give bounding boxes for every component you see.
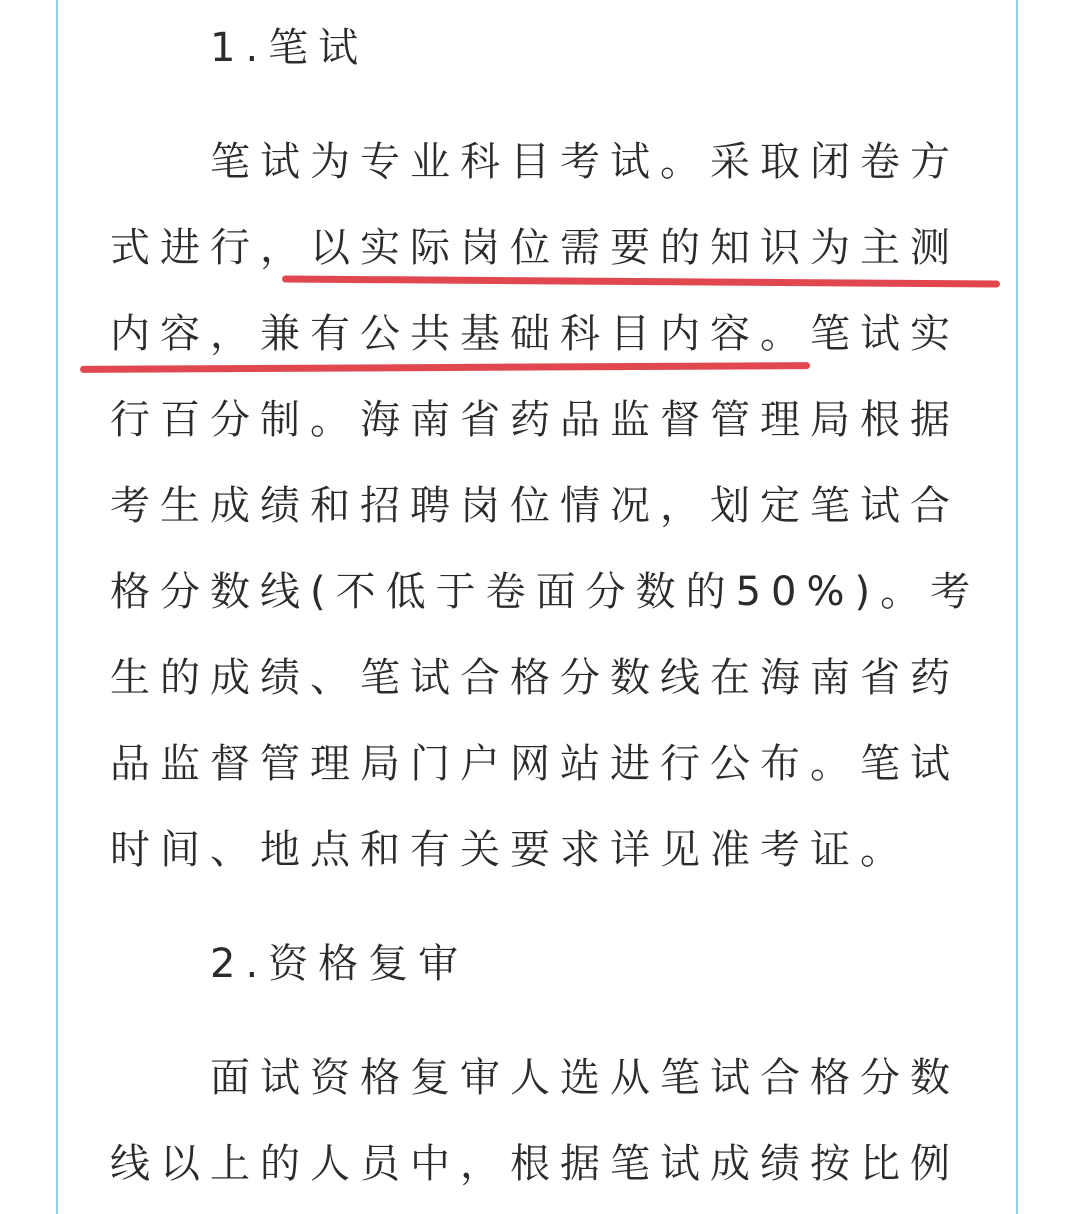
paragraph-line: 时间、地点和有关要求详见准考证。 bbox=[110, 827, 910, 873]
paragraph-line: 内容，兼有公共基础科目内容。笔试实 bbox=[110, 311, 960, 357]
paragraph-line: 笔试为专业科目考试。采取闭卷方 bbox=[210, 139, 960, 185]
right-border-line bbox=[1016, 0, 1018, 1214]
paragraph-line: 品监督管理局门户网站进行公布。笔试 bbox=[110, 741, 960, 787]
paragraph-line: 格分数线(不低于卷面分数的50%)。考 bbox=[110, 569, 981, 615]
paragraph-line: 式进行，以实际岗位需要的知识为主测 bbox=[110, 225, 960, 271]
section-heading-written-exam: 1.笔试 bbox=[210, 25, 369, 71]
paragraph-line: 行百分制。海南省药品监督管理局根据 bbox=[110, 397, 960, 443]
paragraph-line: 线以上的人员中，根据笔试成绩按比例 bbox=[110, 1141, 960, 1187]
left-border-line bbox=[56, 0, 58, 1214]
section-heading-qualification-review: 2.资格复审 bbox=[210, 941, 469, 987]
paragraph-line: 生的成绩、笔试合格分数线在海南省药 bbox=[110, 655, 960, 701]
red-underline-annotation bbox=[80, 362, 810, 373]
paragraph-line: 考生成绩和招聘岗位情况，划定笔试合 bbox=[110, 483, 960, 529]
paragraph-line: 面试资格复审人选从笔试合格分数 bbox=[210, 1055, 960, 1101]
red-underline-annotation bbox=[282, 275, 1000, 287]
